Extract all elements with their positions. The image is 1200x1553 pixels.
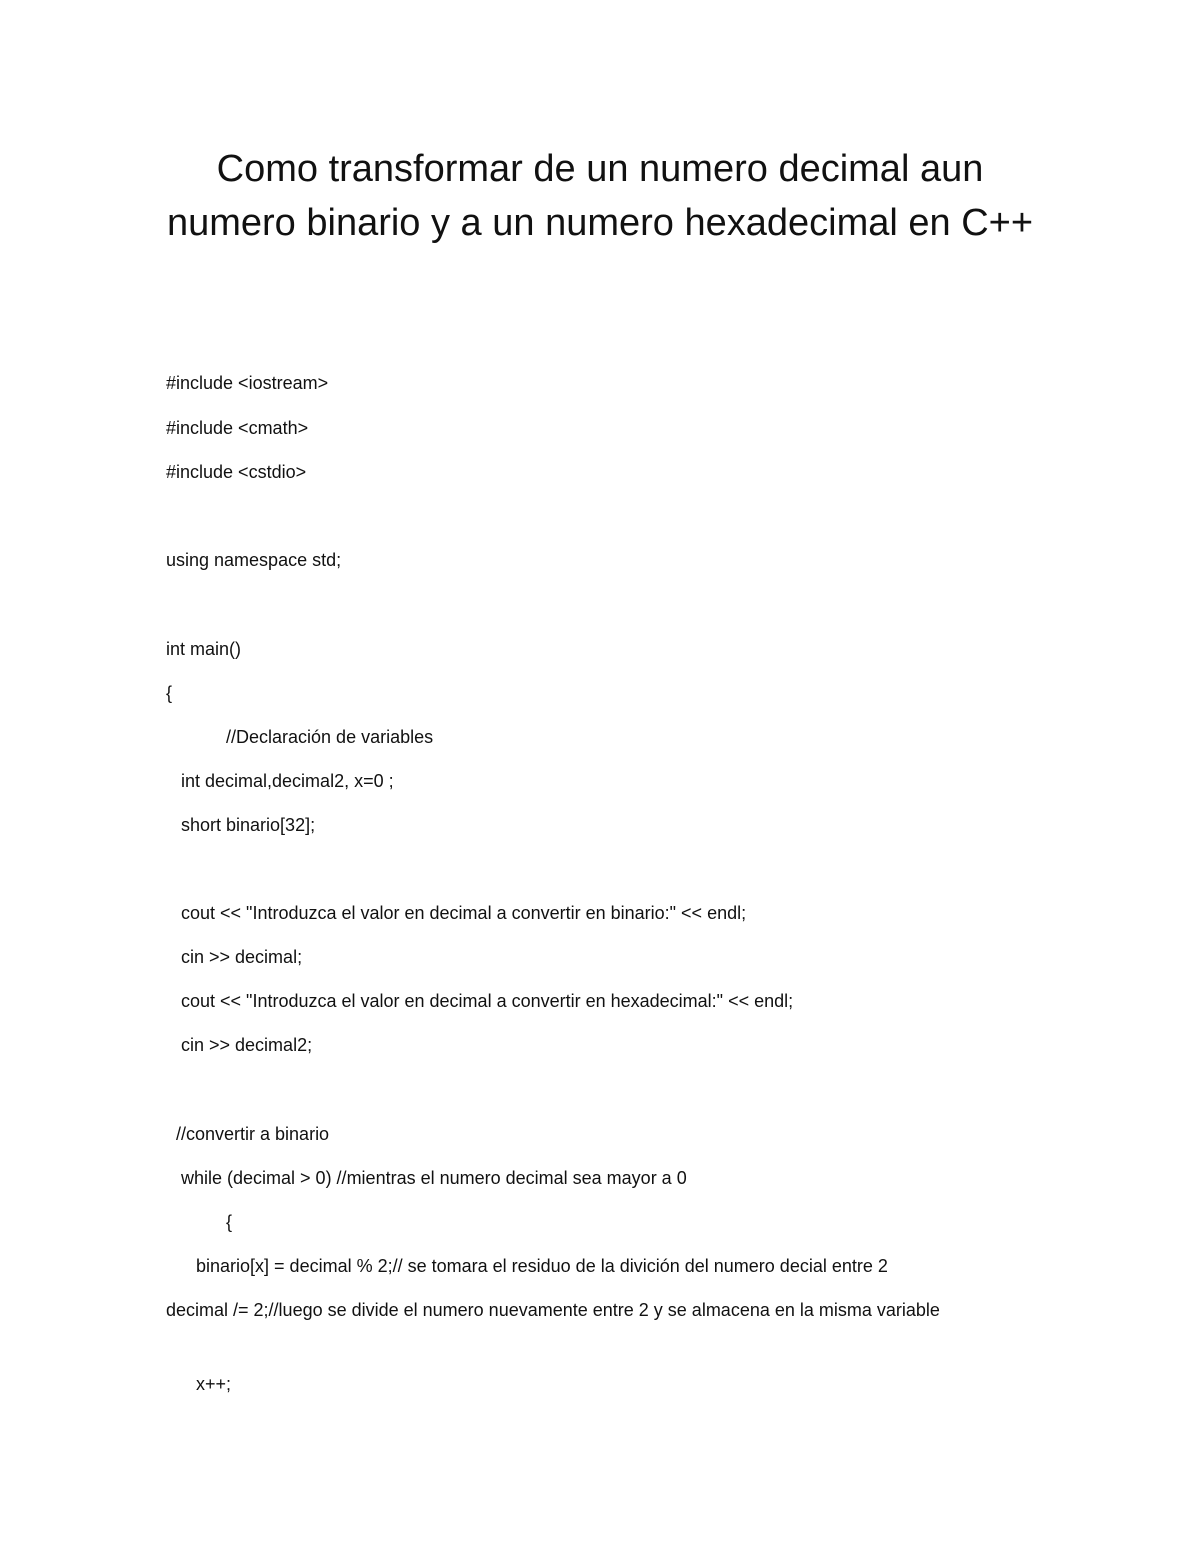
code-line-short-decl: short binario[32]; (166, 815, 316, 835)
code-line-comment-convert: //convertir a binario (166, 1124, 330, 1144)
code-line-include-cstdio: #include <cstdio> (166, 462, 307, 482)
document-title: Como transformar de un numero decimal aun numero binario y a un numero hexadecimal en C++ (166, 148, 1034, 244)
code-line-using-namespace: using namespace std; (166, 550, 342, 570)
code-line-decimal-divide: decimal /= 2;//luego se divide el numero nuevamente entre 2 y se almacena en la misma variable (166, 1300, 940, 1320)
code-line-open-brace: { (166, 683, 173, 703)
code-line-binario-assign: binario[x] = decimal % 2;// se tomara el residuo de la divición del numero decial entre 2 (166, 1256, 888, 1276)
code-line-cin-decimal: cin >> decimal; (166, 947, 303, 967)
code-line-include-cmath: #include <cmath> (166, 418, 309, 438)
code-line-increment: x++; (166, 1374, 232, 1394)
code-line-while: while (decimal > 0) //mientras el numero decimal sea mayor a 0 (166, 1168, 687, 1188)
code-line-int-decl: int decimal,decimal2, x=0 ; (166, 771, 394, 791)
code-line-comment-declaration: //Declaración de variables (166, 727, 434, 747)
code-line-main: int main() (166, 639, 242, 659)
code-line-cin-decimal2: cin >> decimal2; (166, 1035, 313, 1055)
code-line-cout-binary: cout << "Introduzca el valor en decimal a convertir en binario:" << endl; (166, 903, 747, 923)
code-line-cout-hex: cout << "Introduzca el valor en decimal a convertir en hexadecimal:" << endl; (166, 991, 794, 1011)
code-line-include-iostream: #include <iostream> (166, 373, 329, 393)
code-line-while-brace: { (166, 1212, 233, 1232)
